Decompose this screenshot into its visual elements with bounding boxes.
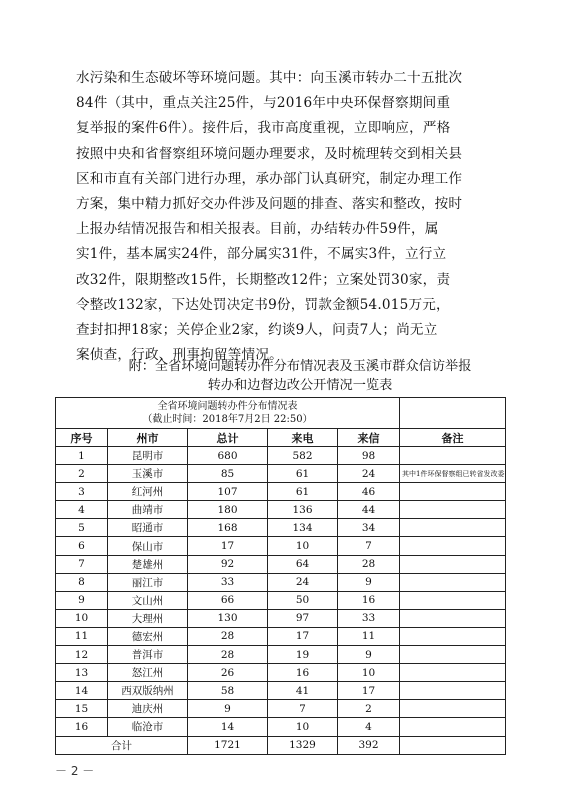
cell-letter: 7 bbox=[338, 537, 400, 555]
table-caption-title: 全省环境问题转办件分布情况表 bbox=[157, 401, 298, 412]
cell-note bbox=[400, 483, 506, 501]
header-city: 州市 bbox=[108, 429, 188, 447]
cell-phone: 41 bbox=[268, 682, 338, 700]
body-line: 区和市直有关部门进行办理，承办部门认真研究，制定办理工作 bbox=[76, 170, 463, 187]
cell-note bbox=[400, 519, 506, 537]
distribution-table bbox=[55, 397, 506, 755]
table-row bbox=[56, 627, 506, 645]
cell-city: 楚雄州 bbox=[108, 555, 188, 573]
cell-city: 文山州 bbox=[108, 591, 188, 609]
attachment-title bbox=[100, 357, 500, 395]
cell-city: 大理州 bbox=[108, 609, 188, 627]
table-row bbox=[56, 573, 506, 591]
header-letter: 来信 bbox=[338, 429, 400, 447]
cell-index: 16 bbox=[56, 718, 108, 736]
cell-total: 33 bbox=[188, 573, 268, 591]
cell-total: 180 bbox=[188, 501, 268, 519]
cell-index: 2 bbox=[56, 465, 108, 483]
total-label: 合计 bbox=[56, 736, 188, 754]
total-note bbox=[400, 736, 506, 754]
cell-note bbox=[400, 555, 506, 573]
cell-total: 168 bbox=[188, 519, 268, 537]
cell-city: 迪庆州 bbox=[108, 700, 188, 718]
cell-city: 德宏州 bbox=[108, 627, 188, 645]
attachment-title-line-1: 附：全省环境问题转办件分布情况表及玉溪市群众信访举报 bbox=[128, 359, 472, 374]
header-phone: 来电 bbox=[268, 429, 338, 447]
table-row bbox=[56, 682, 506, 700]
cell-total: 28 bbox=[188, 627, 268, 645]
cell-note: 其中1件环保督察组已转省发改委 bbox=[400, 465, 506, 483]
cell-phone: 61 bbox=[268, 465, 338, 483]
cell-city: 临沧市 bbox=[108, 718, 188, 736]
cell-total: 28 bbox=[188, 646, 268, 664]
cell-index: 7 bbox=[56, 555, 108, 573]
cell-total: 85 bbox=[188, 465, 268, 483]
table-row bbox=[56, 537, 506, 555]
cell-index: 14 bbox=[56, 682, 108, 700]
table-row bbox=[56, 555, 506, 573]
cell-total: 14 bbox=[188, 718, 268, 736]
cell-note bbox=[400, 682, 506, 700]
cell-note bbox=[400, 447, 506, 465]
body-paragraph bbox=[76, 66, 500, 368]
body-line: 实1件，基本属实24件，部分属实31件，不属实3件，立行立 bbox=[76, 246, 447, 263]
cell-letter: 44 bbox=[338, 501, 400, 519]
table-caption bbox=[56, 398, 400, 429]
table-row bbox=[56, 465, 506, 483]
cell-total: 58 bbox=[188, 682, 268, 700]
page-number: － 2 － bbox=[55, 764, 95, 778]
table-row bbox=[56, 664, 506, 682]
table-row bbox=[56, 519, 506, 537]
cell-phone: 19 bbox=[268, 646, 338, 664]
body-line: 水污染和生态破坏等环境问题。其中：向玉溪市转办二十五批次 bbox=[76, 70, 463, 86]
cell-letter: 34 bbox=[338, 519, 400, 537]
cell-letter: 16 bbox=[338, 591, 400, 609]
cell-city: 红河州 bbox=[108, 483, 188, 501]
body-line: 方案，集中精力抓好交办件涉及问题的排查、落实和整改，按时 bbox=[76, 195, 463, 212]
header-index: 序号 bbox=[56, 429, 108, 447]
cell-phone: 134 bbox=[268, 519, 338, 537]
table-caption-row bbox=[56, 398, 506, 429]
cell-city: 保山市 bbox=[108, 537, 188, 555]
cell-letter: 17 bbox=[338, 682, 400, 700]
cell-phone: 16 bbox=[268, 664, 338, 682]
cell-index: 10 bbox=[56, 609, 108, 627]
cell-total: 9 bbox=[188, 700, 268, 718]
table-row bbox=[56, 646, 506, 664]
table-caption-time: （截止时间：2018年7月2日 22:50） bbox=[142, 414, 313, 425]
table-row bbox=[56, 483, 506, 501]
cell-city: 玉溪市 bbox=[108, 465, 188, 483]
cell-note bbox=[400, 664, 506, 682]
cell-note bbox=[400, 591, 506, 609]
cell-phone: 61 bbox=[268, 483, 338, 501]
table-row bbox=[56, 700, 506, 718]
cell-note bbox=[400, 700, 506, 718]
cell-note bbox=[400, 537, 506, 555]
cell-total: 92 bbox=[188, 555, 268, 573]
cell-letter: 2 bbox=[338, 700, 400, 718]
cell-phone: 582 bbox=[268, 447, 338, 465]
cell-phone: 136 bbox=[268, 501, 338, 519]
cell-note bbox=[400, 609, 506, 627]
cell-phone: 10 bbox=[268, 537, 338, 555]
cell-phone: 24 bbox=[268, 573, 338, 591]
cell-city: 西双版纳州 bbox=[108, 682, 188, 700]
cell-letter: 98 bbox=[338, 447, 400, 465]
cell-city: 怒江州 bbox=[108, 664, 188, 682]
cell-total: 130 bbox=[188, 609, 268, 627]
cell-index: 9 bbox=[56, 591, 108, 609]
cell-phone: 10 bbox=[268, 718, 338, 736]
cell-total: 26 bbox=[188, 664, 268, 682]
body-line: 按照中央和省督察组环境问题办理要求，及时梳理转交到相关县 bbox=[76, 145, 463, 162]
body-line: 案侦查，行政、刑事拘留等情况。 bbox=[76, 347, 283, 364]
body-line: 上报办结情况报告和相关报表。目前，办结转办件59件，属 bbox=[76, 221, 439, 238]
cell-letter: 10 bbox=[338, 664, 400, 682]
cell-city: 普洱市 bbox=[108, 646, 188, 664]
cell-index: 11 bbox=[56, 627, 108, 645]
cell-index: 13 bbox=[56, 664, 108, 682]
table-row bbox=[56, 501, 506, 519]
cell-letter: 28 bbox=[338, 555, 400, 573]
cell-phone: 64 bbox=[268, 555, 338, 573]
total-total: 1721 bbox=[188, 736, 268, 754]
cell-city: 丽江市 bbox=[108, 573, 188, 591]
table-caption-blank bbox=[400, 398, 506, 429]
cell-letter: 9 bbox=[338, 646, 400, 664]
cell-letter: 11 bbox=[338, 627, 400, 645]
total-letter: 392 bbox=[338, 736, 400, 754]
cell-total: 66 bbox=[188, 591, 268, 609]
table-row bbox=[56, 447, 506, 465]
cell-note bbox=[400, 501, 506, 519]
total-phone: 1329 bbox=[268, 736, 338, 754]
cell-total: 107 bbox=[188, 483, 268, 501]
cell-total: 17 bbox=[188, 537, 268, 555]
body-line: 复举报的案件6件）。接件后，我市高度重视，立即响应，严格 bbox=[76, 120, 451, 137]
header-total: 总计 bbox=[188, 429, 268, 447]
attachment-title-line-2: 转办和边督边改公开情况一览表 bbox=[207, 378, 393, 393]
body-line: 查封扣押18家；关停企业2家，约谈9人，问责7人；尚无立 bbox=[76, 321, 438, 338]
cell-city: 昭通市 bbox=[108, 519, 188, 537]
cell-total: 680 bbox=[188, 447, 268, 465]
cell-index: 6 bbox=[56, 537, 108, 555]
cell-phone: 97 bbox=[268, 609, 338, 627]
table-row bbox=[56, 591, 506, 609]
cell-city: 昆明市 bbox=[108, 447, 188, 465]
cell-letter: 4 bbox=[338, 718, 400, 736]
cell-note bbox=[400, 627, 506, 645]
cell-index: 5 bbox=[56, 519, 108, 537]
cell-index: 3 bbox=[56, 483, 108, 501]
cell-index: 8 bbox=[56, 573, 108, 591]
cell-index: 1 bbox=[56, 447, 108, 465]
cell-phone: 17 bbox=[268, 627, 338, 645]
cell-phone: 7 bbox=[268, 700, 338, 718]
cell-index: 15 bbox=[56, 700, 108, 718]
cell-letter: 46 bbox=[338, 483, 400, 501]
cell-letter: 33 bbox=[338, 609, 400, 627]
body-line: 84件（其中，重点关注25件，与2016年中央环保督察期间重 bbox=[76, 95, 451, 112]
body-line: 令整改132家，下达处罚决定书9份，罚款金额54.015万元， bbox=[76, 296, 450, 313]
cell-index: 4 bbox=[56, 501, 108, 519]
cell-note bbox=[400, 718, 506, 736]
cell-note bbox=[400, 573, 506, 591]
cell-index: 12 bbox=[56, 646, 108, 664]
cell-letter: 24 bbox=[338, 465, 400, 483]
header-note: 备注 bbox=[400, 429, 506, 447]
table-row bbox=[56, 609, 506, 627]
table-header-row bbox=[56, 429, 506, 447]
cell-phone: 50 bbox=[268, 591, 338, 609]
table-total-row bbox=[56, 736, 506, 754]
cell-letter: 9 bbox=[338, 573, 400, 591]
table-row bbox=[56, 718, 506, 736]
cell-note bbox=[400, 646, 506, 664]
body-line: 改32件，限期整改15件，长期整改12件；立案处罚30家，责 bbox=[76, 271, 451, 288]
cell-city: 曲靖市 bbox=[108, 501, 188, 519]
